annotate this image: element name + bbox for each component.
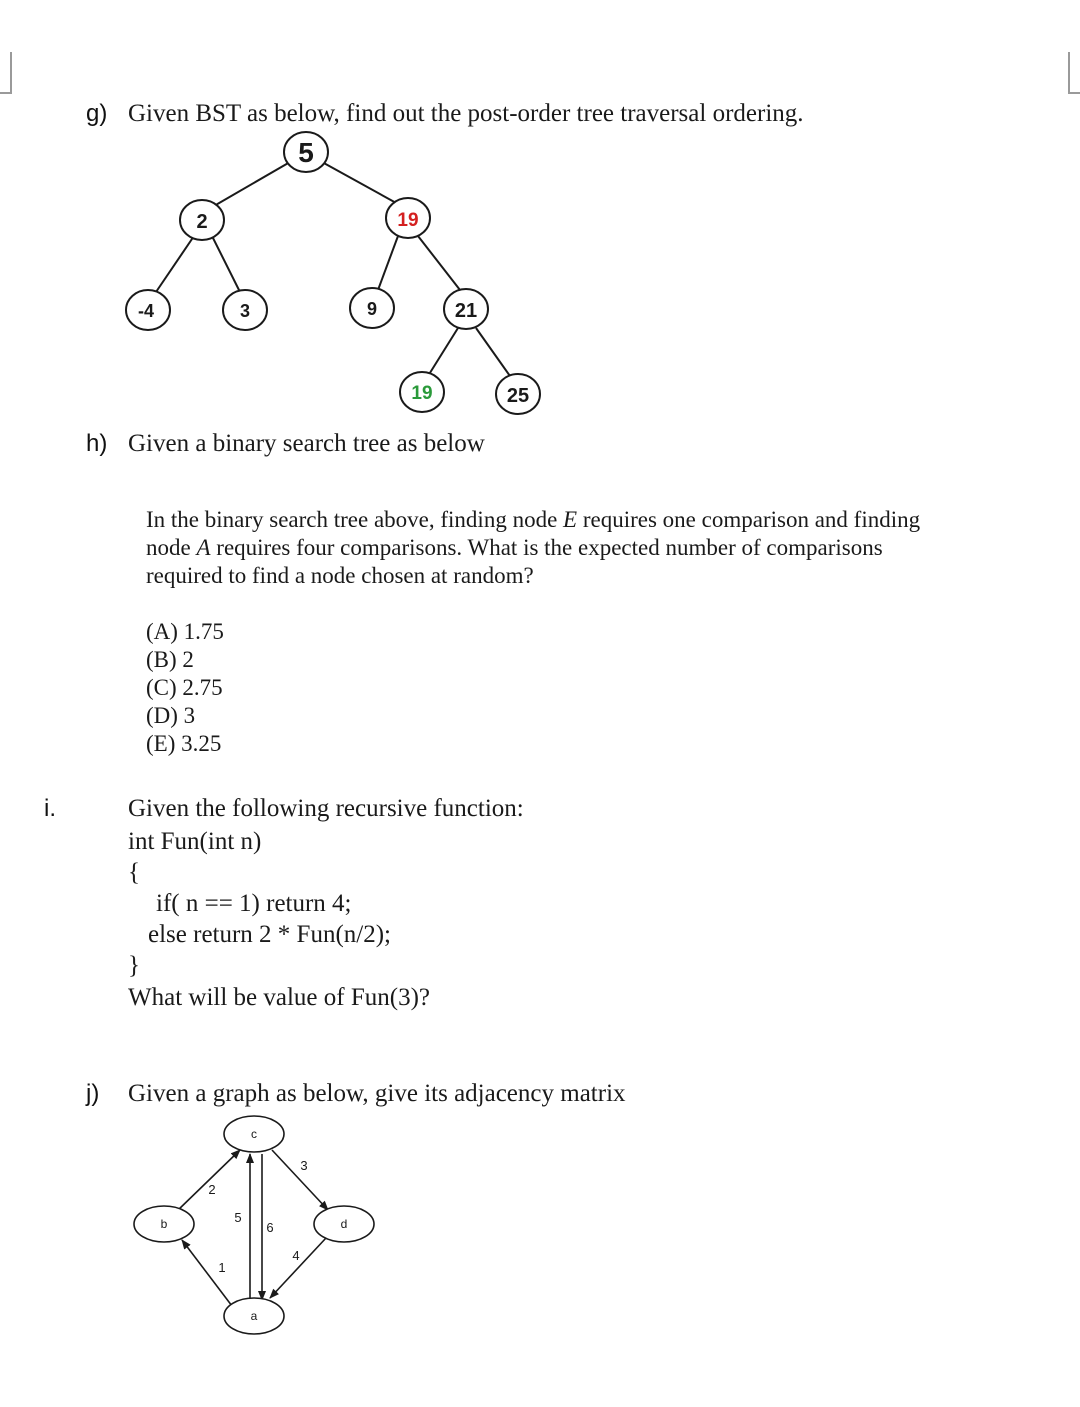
question-h-text: Given a binary search tree as below: [128, 430, 485, 457]
question-g-text: Given BST as below, find out the post-order tree traversal ordering.: [128, 100, 804, 127]
tree-node-21-label: 21: [454, 300, 478, 322]
edge-weight-c-a: 6: [266, 1220, 274, 1235]
edge-weight-a-c: 5: [234, 1210, 242, 1225]
answer-option-c: (C) 2.75: [146, 675, 223, 700]
question-h-paragraph: [146, 506, 1026, 590]
graph-node-a-label: a: [250, 1309, 258, 1323]
tree-edge: [428, 328, 458, 376]
code-line-close-brace: }: [128, 952, 140, 979]
tree-node-25-label: 25: [506, 385, 530, 407]
question-i-intro: Given the following recursive function:: [128, 795, 524, 822]
code-line-else: else return 2 * Fun(n/2);: [148, 921, 392, 948]
paragraph-line-3: required to find a node chosen at random?: [146, 563, 534, 588]
tree-edge: [214, 162, 290, 206]
tree-node-19-label: 19: [397, 210, 419, 231]
code-line-open-brace: {: [128, 859, 140, 886]
answer-option-e: (E) 3.25: [146, 731, 222, 756]
tree-edge: [156, 236, 194, 292]
graph-edge-d-a: [270, 1238, 326, 1298]
graph-node-c-label: c: [251, 1127, 257, 1141]
edge-weight-d-a: 4: [292, 1248, 300, 1263]
edge-weight-c-d: 3: [300, 1158, 308, 1173]
paragraph-line-1: In the binary search tree above, finding node E requires one comparison and finding: [146, 507, 921, 532]
graph-node-b-label: b: [160, 1217, 168, 1231]
answer-option-b: (B) 2: [146, 647, 194, 672]
question-g-label: g): [86, 100, 108, 127]
tree-node-9-label: 9: [366, 299, 378, 319]
question-h-label: h): [86, 430, 108, 457]
graph-edge-b-c: [176, 1150, 240, 1212]
paragraph-line-2: node A requires four comparisons. What is the expected number of comparisons: [146, 535, 883, 560]
node-a-label: A: [196, 535, 211, 560]
graph-diagram: [120, 1110, 540, 1350]
tree-edge: [476, 328, 510, 376]
question-i-label: i.: [44, 795, 56, 822]
tree-node-19-green-label: 19: [411, 383, 433, 404]
code-line-signature: int Fun(int n): [128, 828, 262, 855]
question-i-question: What will be value of Fun(3)?: [128, 984, 430, 1011]
tree-edge: [322, 162, 398, 204]
tree-node-2-label: 2: [196, 211, 208, 233]
bst-diagram: [0, 0, 1080, 440]
answer-option-d: (D) 3: [146, 703, 196, 728]
tree-edge: [418, 236, 460, 290]
tree-node-root-label: 5: [298, 137, 314, 168]
node-e-label: E: [563, 507, 578, 532]
tree-node-3-label: 3: [239, 301, 251, 321]
edge-weight-a-b: 1: [218, 1260, 226, 1275]
edge-weight-b-c: 2: [208, 1182, 216, 1197]
graph-node-d-label: d: [340, 1217, 348, 1231]
question-j-label: j): [86, 1080, 100, 1107]
tree-edge: [212, 236, 240, 292]
answer-option-a: (A) 1.75: [146, 619, 224, 644]
tree-node-neg4-label: -4: [137, 301, 155, 321]
code-line-if: if( n == 1) return 4;: [156, 890, 352, 917]
question-j-text: Given a graph as below, give its adjacency matrix: [128, 1080, 626, 1107]
tree-edge: [378, 236, 398, 290]
